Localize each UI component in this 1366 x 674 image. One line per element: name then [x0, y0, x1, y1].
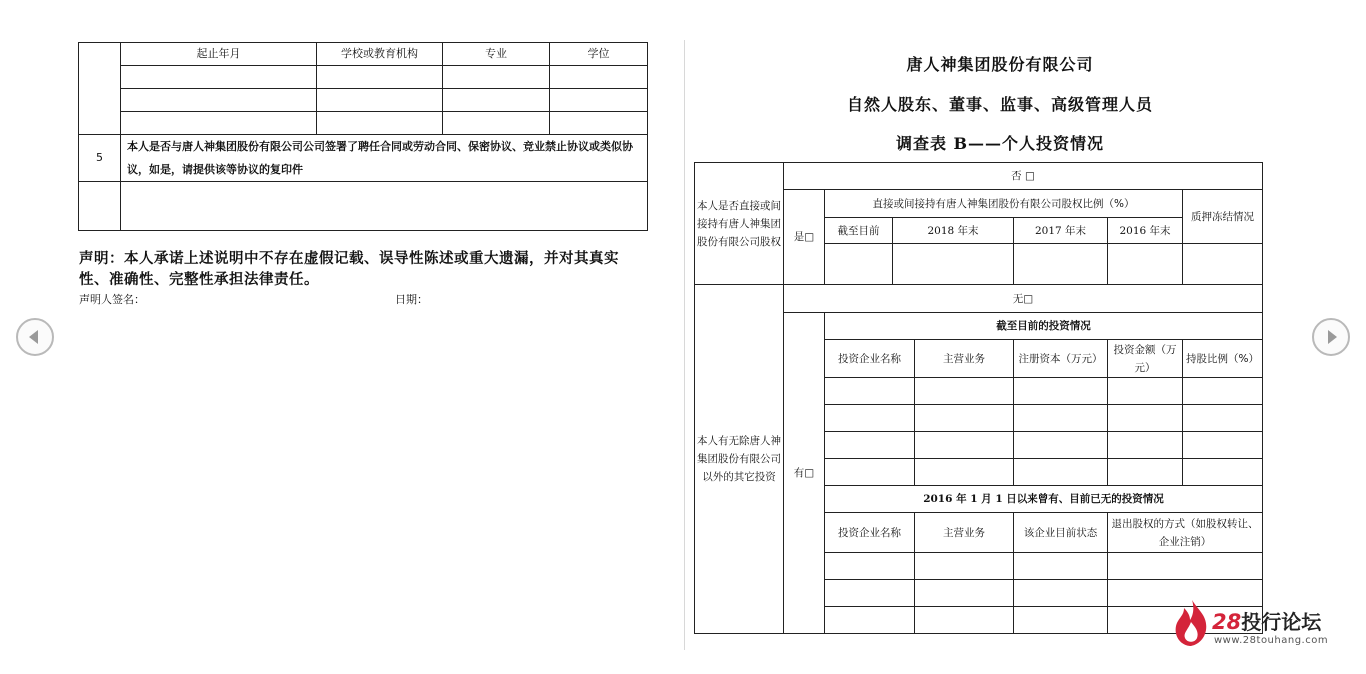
empty-index-cell	[79, 43, 121, 135]
declaration-text: 声明：本人承诺上述说明中不存在虚假记载、误导性陈述或重大遗漏，并对其真实性、准确性、完整性承担法律责任。	[79, 250, 619, 288]
chevron-right-icon	[1328, 330, 1337, 344]
period-2018: 2018 年末	[893, 218, 1014, 244]
pledge-header: 质押冻结情况	[1183, 190, 1263, 244]
other-investment-label: 本人有无除唐人神集团股份有限公司以外的其它投资	[695, 285, 784, 634]
signature-label: 声明人签名：	[79, 293, 145, 306]
past-header-name: 投资企业名称	[825, 513, 915, 553]
have-option: 有□	[784, 313, 825, 634]
date-label: 日期：	[395, 293, 428, 306]
question-text: 本人是否与唐人神集团股份有限公司公司签署了聘任合同或劳动合同、保密协议、竞业禁止协议或类似协议，如是，请提供该等协议的复印件	[121, 135, 648, 182]
signature-line	[79, 291, 639, 307]
current-header-name: 投资企业名称	[825, 340, 915, 378]
brand-text: 投行论坛	[1241, 610, 1322, 634]
yes-option: 是□	[784, 190, 825, 285]
next-page-button[interactable]	[1312, 318, 1350, 356]
table-row	[79, 112, 648, 135]
brand-url: www.28touhang.com	[1214, 635, 1329, 646]
page-divider	[684, 40, 685, 650]
none-option: 无□	[784, 285, 1263, 313]
current-investment-title: 截至目前的投资情况	[825, 313, 1263, 340]
question-number: 5	[79, 135, 121, 182]
brand-name	[1212, 606, 1321, 635]
company-title: 唐人神集团股份有限公司	[906, 55, 1094, 74]
past-header-business: 主营业务	[915, 513, 1014, 553]
answer-row	[79, 182, 648, 231]
brand-number: 28	[1212, 610, 1242, 634]
col-header-major: 专业	[443, 43, 550, 66]
form-title: 调查表 B——个人投资情况	[895, 134, 1105, 153]
col-header-school: 学校或教育机构	[317, 43, 443, 66]
right-page	[690, 30, 1310, 660]
period-current: 截至目前	[825, 218, 893, 244]
past-header-status: 该企业目前状态	[1014, 513, 1108, 553]
prev-page-button[interactable]	[16, 318, 54, 356]
current-header-capital: 注册资本（万元）	[1014, 340, 1108, 378]
current-header-business: 主营业务	[915, 340, 1014, 378]
watermark-logo	[1172, 598, 1342, 650]
past-investment-title: 2016 年 1 月 1 日以来曾有、目前已无的投资情况	[825, 486, 1263, 513]
shareholding-question-label: 本人是否直接或间接持有唐人神集团股份有限公司股权	[695, 163, 784, 285]
left-page	[60, 30, 680, 660]
past-header-exit: 退出股权的方式（如股权转让、企业注销）	[1108, 513, 1263, 553]
period-2017: 2017 年末	[1014, 218, 1108, 244]
table-row	[79, 89, 648, 112]
ratio-header: 直接或间接持有唐人神集团股份有限公司股权比例（%）	[825, 190, 1183, 218]
current-header-amount: 投资金额（万元）	[1108, 340, 1183, 378]
chevron-left-icon	[29, 330, 38, 344]
period-2016: 2016 年末	[1108, 218, 1183, 244]
flame-icon	[1172, 598, 1212, 648]
col-header-period: 起止年月	[121, 43, 317, 66]
education-table	[78, 42, 648, 231]
current-header-ratio: 持股比例（%）	[1183, 340, 1263, 378]
investment-table	[694, 162, 1263, 634]
col-header-degree: 学位	[550, 43, 648, 66]
table-row	[79, 66, 648, 89]
form-subtitle: 自然人股东、董事、监事、高级管理人员	[846, 95, 1153, 114]
no-option: 否 □	[784, 163, 1263, 190]
